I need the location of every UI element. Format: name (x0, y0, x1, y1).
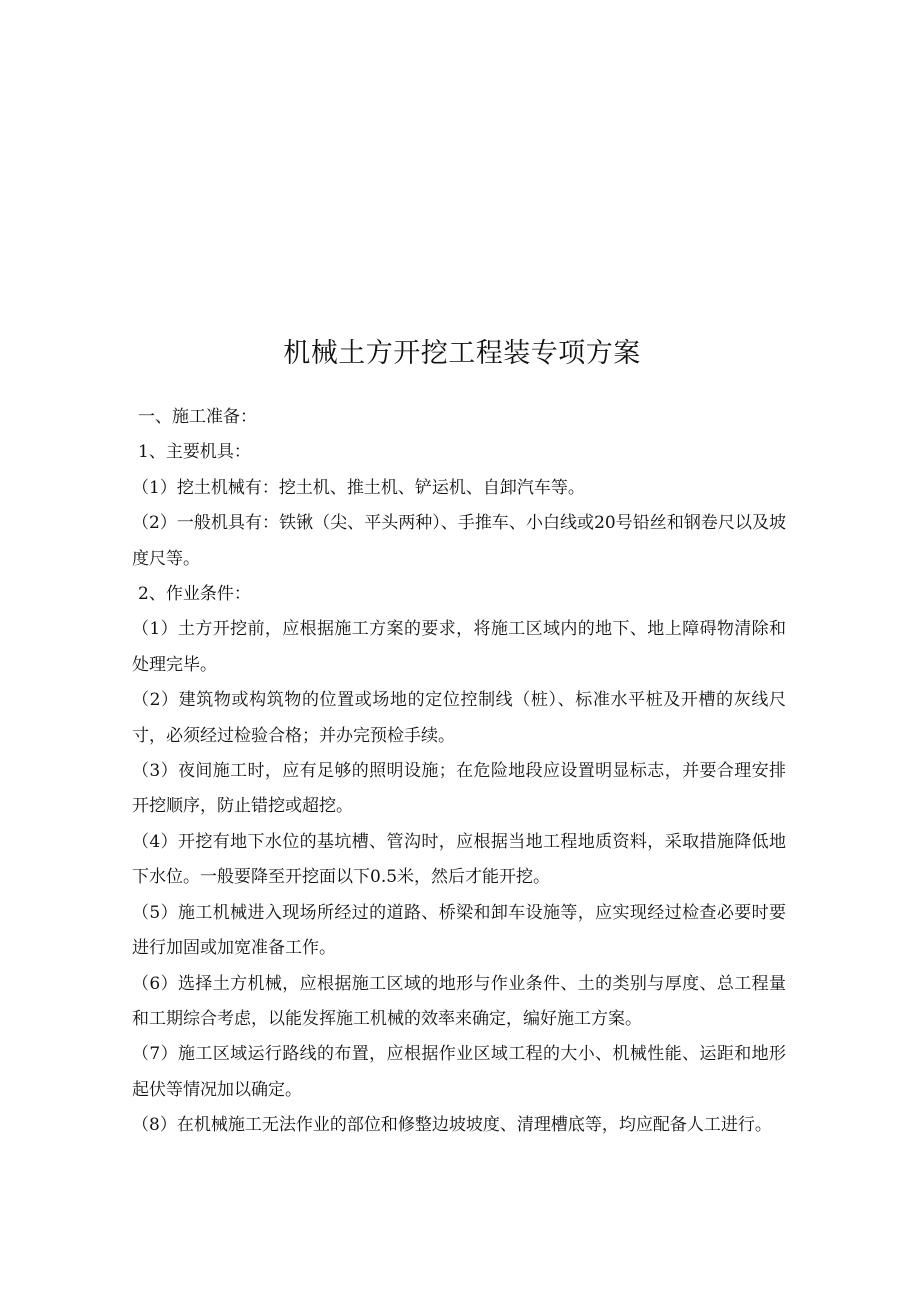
paragraph: （2）一般机具有：铁锹（尖、平头两种）、手推车、小白线或20号铅丝和钢卷尺以及坡度尺等。 (132, 513, 786, 569)
paragraph: （6）选择土方机械，应根据施工区域的地形与作业条件、土的类别与厚度、总工程量和工期综合考虑，以能发挥施工机械的效率来确定，编好施工方案。 (132, 973, 786, 1029)
subsection-heading: 1、主要机具： (138, 442, 251, 463)
paragraph: （2）建筑物或构筑物的位置或场地的定位控制线（桩）、标准水平桩及开槽的灰线尺寸，必须经过检验合格；并办完预检手续。 (132, 690, 786, 746)
paragraph: （7）施工区域运行路线的布置，应根据作业区域工程的大小、机械性能、运距和地形起伏等情况加以确定。 (132, 1044, 786, 1100)
document-page (132, 330, 786, 1144)
paragraph: （8）在机械施工无法作业的部位和修整边坡坡度、清理槽底等，均应配备人工进行。 (132, 1115, 772, 1136)
document-title: 机械土方开挖工程装专项方案 (283, 338, 641, 369)
paragraph: （5）施工机械进入现场所经过的道路、桥梁和卸车设施等，应实现经过检查必要时要进行加固或加宽准备工作。 (132, 902, 786, 959)
paragraph: （3）夜间施工时，应有足够的照明设施；在危险地段应设置明显标志，并要合理安排开挖顺序，防止错挖或超挖。 (132, 761, 786, 817)
paragraph: （4）开挖有地下水位的基坑槽、管沟时，应根据当地工程地质资料，采取措施降低地下水位。一般要降至开挖面以下0.5米，然后才能开挖。 (132, 831, 786, 888)
paragraph: （1）挖土机械有：挖土机、推土机、铲运机、自卸汽车等。 (132, 477, 585, 498)
section-heading: 一、施工准备： (138, 407, 257, 427)
paragraph: （1）土方开挖前，应根据施工方案的要求，将施工区域内的地下、地上障碍物清除和处理完毕。 (132, 619, 786, 675)
subsection-heading: 2、作业条件： (138, 584, 251, 605)
